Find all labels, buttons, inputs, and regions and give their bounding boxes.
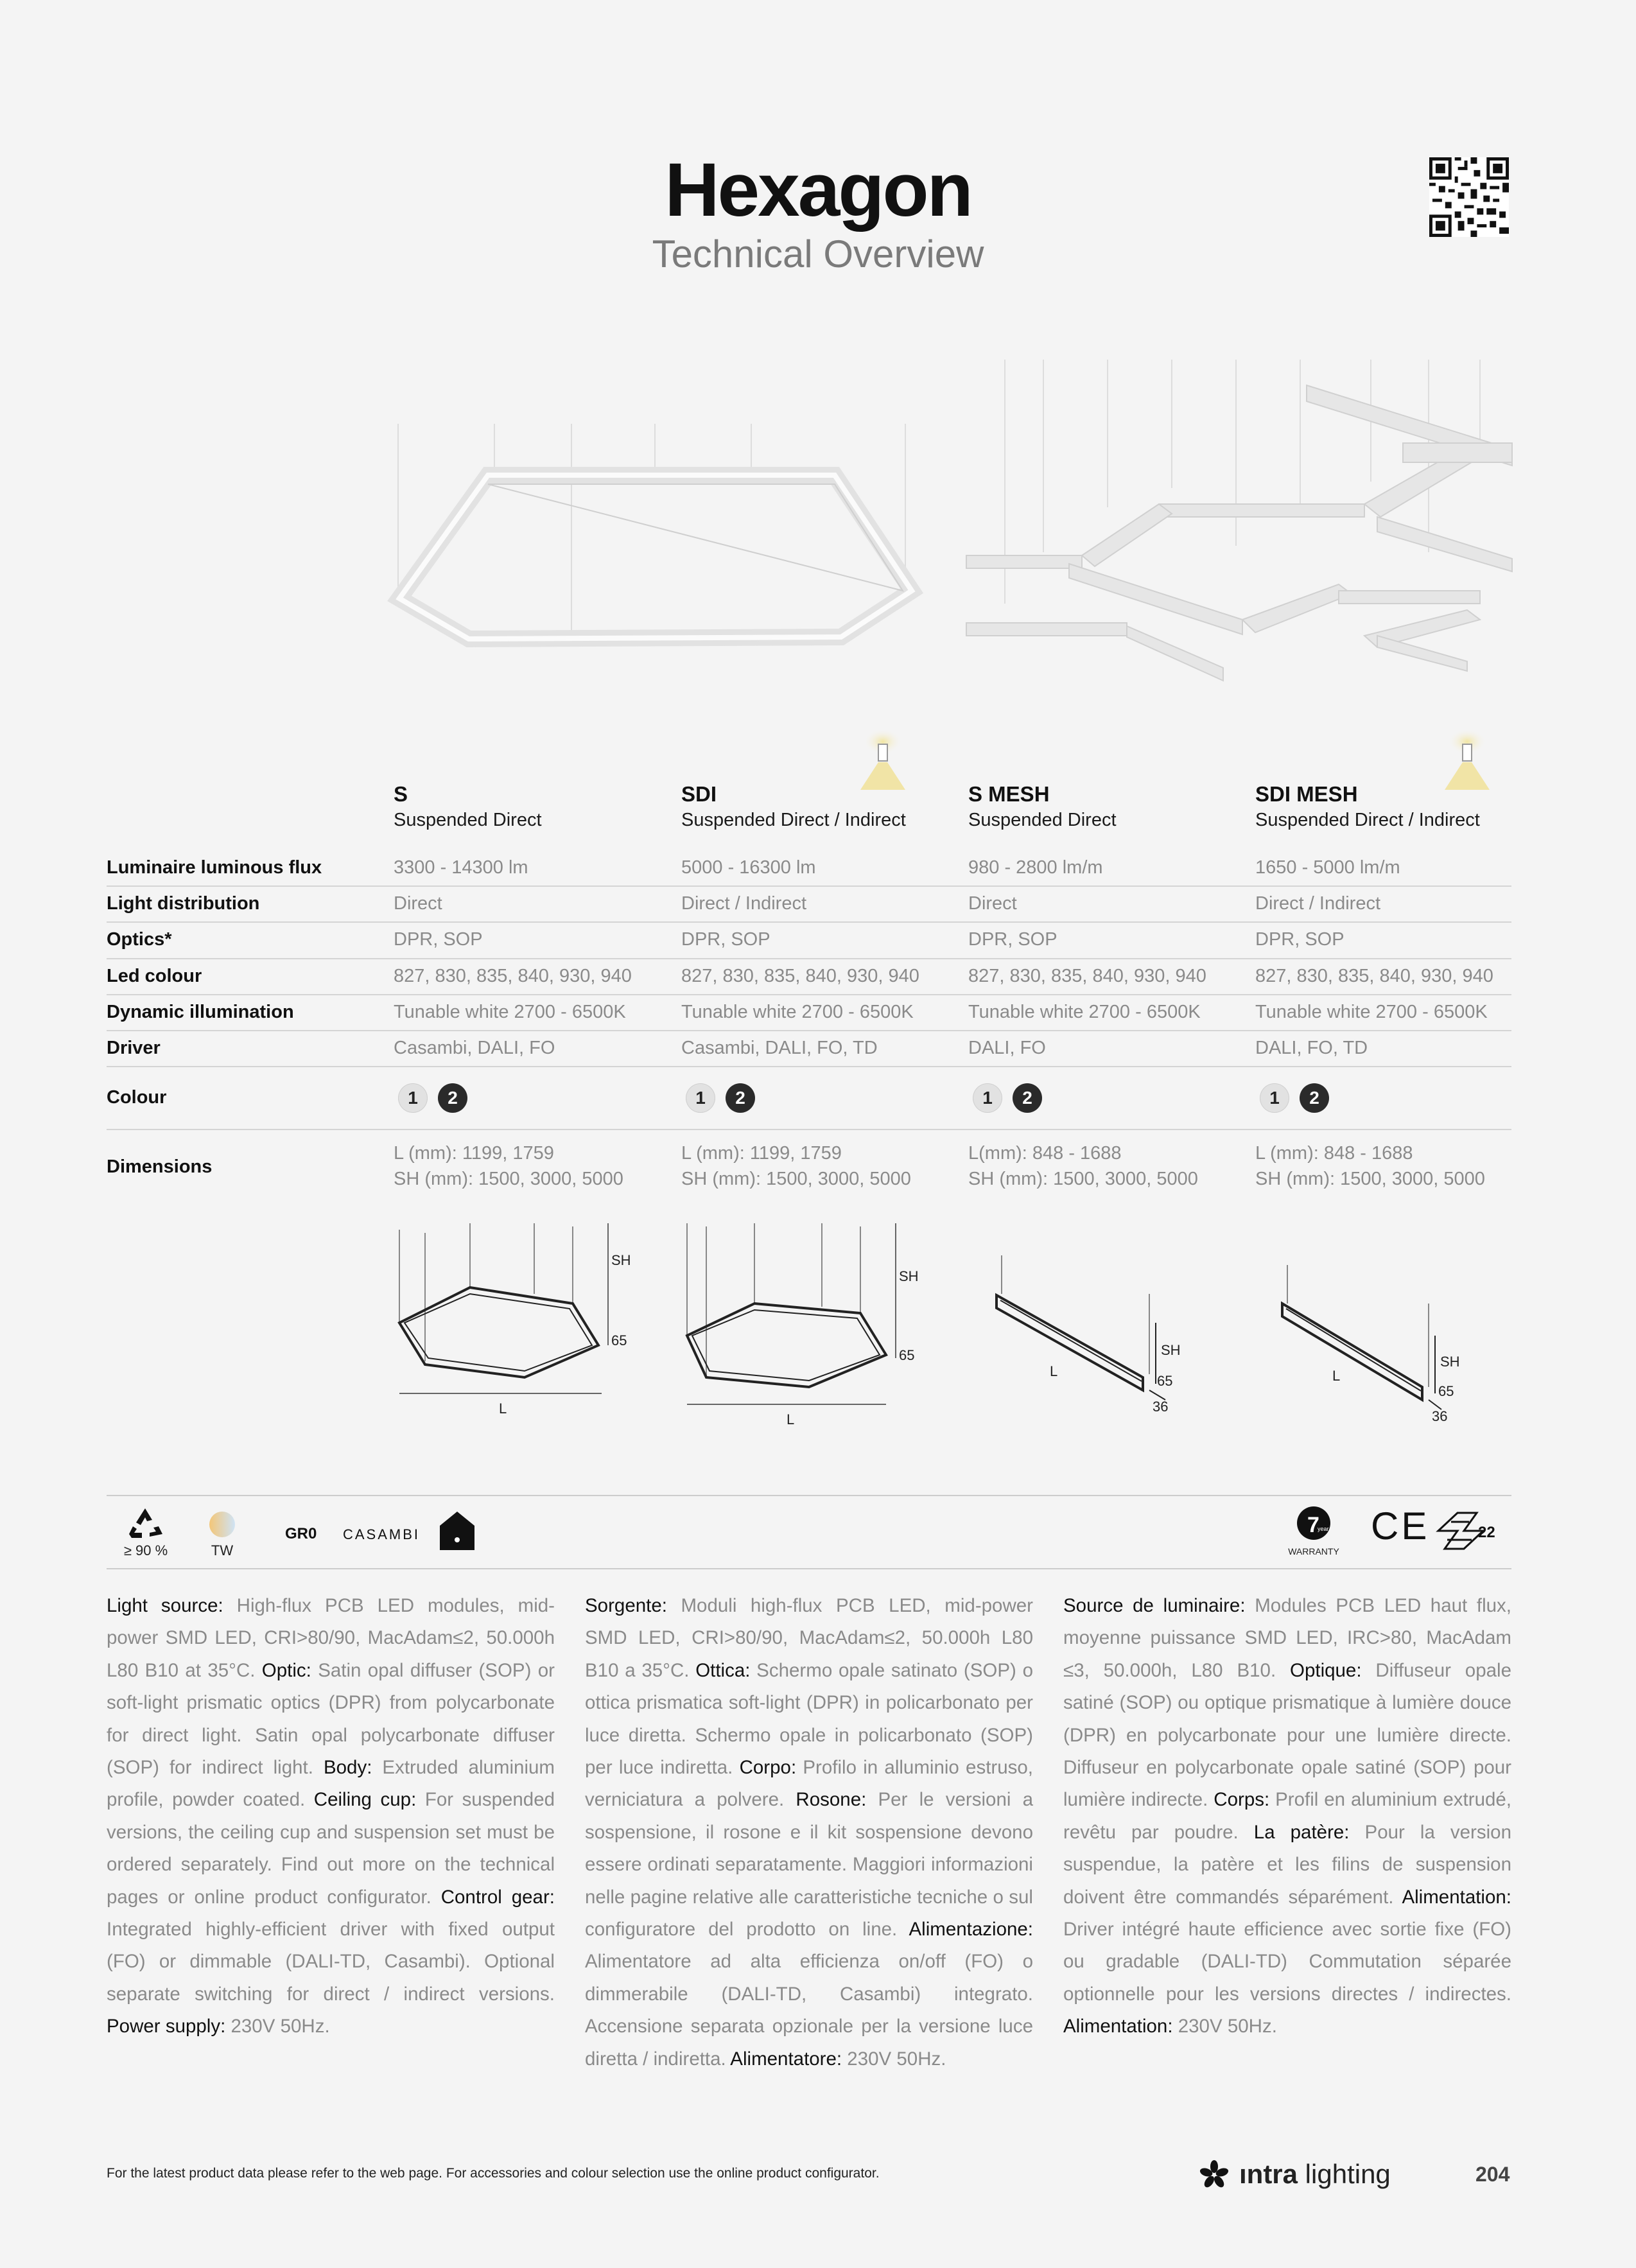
row-label-optics: Optics* bbox=[107, 929, 172, 950]
description-text: Per le versioni a sospensione, il rosone e il kit sospensione devono essere ordinati separatamente. Maggiori informazioni nelle pagine relative alle caratteristiche tecniche o sul configuratore del prodotto on line. bbox=[585, 1789, 1033, 1941]
table-cell: 5000 - 16300 lm bbox=[681, 857, 816, 878]
dimension-drawing-s-mesh bbox=[989, 1236, 1207, 1448]
qr-code-icon bbox=[1429, 157, 1509, 237]
table-cell: 827, 830, 835, 840, 930, 940 bbox=[968, 966, 1206, 986]
table-cell: 980 - 2800 lm/m bbox=[968, 857, 1103, 878]
hexagon-mesh-product-photo bbox=[966, 360, 1512, 681]
table-cell: SH (mm): 1500, 3000, 5000 bbox=[681, 1169, 911, 1189]
product-name-sdi: Suspended Direct / Indirect bbox=[681, 810, 906, 830]
hexagon-product-photo bbox=[392, 417, 918, 706]
gr0-label: GR0 bbox=[285, 1525, 317, 1542]
row-label-dynamic: Dynamic illumination bbox=[107, 1002, 294, 1022]
description-italian bbox=[585, 1590, 1033, 2075]
table-cell: Direct / Indirect bbox=[681, 893, 806, 914]
colour-swatch-2: 2 bbox=[726, 1083, 755, 1113]
table-cell: DALI, FO bbox=[968, 1038, 1046, 1058]
casambi-label: CASAMBI bbox=[343, 1526, 421, 1542]
ce-mark-icon: CE bbox=[1371, 1505, 1430, 1548]
row-label-led: Led colour bbox=[107, 966, 202, 986]
description-heading: Body: bbox=[323, 1757, 372, 1779]
enec-rating-icon bbox=[1438, 1510, 1502, 1551]
dim-label-sh: SH bbox=[1161, 1342, 1181, 1358]
table-divider bbox=[107, 885, 1511, 887]
description-heading: Alimentation: bbox=[1063, 2016, 1173, 2037]
product-name-s-mesh: Suspended Direct bbox=[968, 810, 1117, 830]
indirect-light-icon bbox=[848, 729, 918, 793]
warranty-label: WARRANTY bbox=[1288, 1546, 1339, 1557]
table-divider bbox=[107, 958, 1511, 959]
colour-swatch-2: 2 bbox=[438, 1083, 467, 1113]
table-cell: 827, 830, 835, 840, 930, 940 bbox=[394, 966, 632, 986]
table-cell: L (mm): 1199, 1759 bbox=[394, 1143, 554, 1164]
description-text: Pour la version suspendue, la patère et les filins de suspension doivent être commandés séparément. bbox=[1063, 1821, 1511, 1908]
description-heading: Alimentation: bbox=[1402, 1886, 1511, 1908]
table-cell: Tunable white 2700 - 6500K bbox=[394, 1002, 626, 1022]
table-cell: DPR, SOP bbox=[1255, 929, 1344, 950]
product-name-sdi-mesh: Suspended Direct / Indirect bbox=[1255, 810, 1480, 830]
table-cell: SH (mm): 1500, 3000, 5000 bbox=[968, 1169, 1198, 1189]
description-heading: Control gear: bbox=[440, 1886, 555, 1908]
row-label-driver: Driver bbox=[107, 1038, 161, 1058]
rating-label: 22 bbox=[1478, 1524, 1495, 1541]
description-text: Satin opal diffuser (SOP) or soft-light prismatic optics (DPR) from polycarbonate for direct light. Satin opal polycarbonate diffuser (SOP) for indirect light. bbox=[107, 1659, 555, 1779]
product-code-sdi-mesh: SDI MESH bbox=[1255, 782, 1358, 806]
table-cell: DPR, SOP bbox=[394, 929, 483, 950]
description-text: Profilo in alluminio estruso, verniciatura a polvere. bbox=[585, 1757, 1033, 1811]
description-heading: Source de luminaire: bbox=[1063, 1595, 1246, 1616]
recycle-icon bbox=[126, 1507, 164, 1539]
product-code-s: S bbox=[394, 782, 408, 806]
product-code-sdi: SDI bbox=[681, 782, 717, 806]
tunable-white-label: TW bbox=[211, 1542, 234, 1558]
row-label-distribution: Light distribution bbox=[107, 893, 260, 914]
description-text: 230V 50Hz. bbox=[225, 2016, 330, 2037]
table-divider bbox=[107, 1030, 1511, 1031]
product-name-s: Suspended Direct bbox=[394, 810, 542, 830]
row-label-dimensions: Dimensions bbox=[107, 1156, 213, 1177]
product-code-s-mesh: S MESH bbox=[968, 782, 1050, 806]
page-title: Hexagon bbox=[665, 148, 971, 232]
description-french bbox=[1063, 1590, 1511, 2043]
table-cell: SH (mm): 1500, 3000, 5000 bbox=[1255, 1169, 1485, 1189]
description-text: For suspended versions, the ceiling cup and suspension set must be ordered separately. Find out more on the technical pages or online product configurator. bbox=[107, 1789, 555, 1908]
colour-swatch-1: 1 bbox=[1260, 1083, 1289, 1113]
table-divider bbox=[107, 994, 1511, 995]
intra-star-logo-icon bbox=[1199, 2160, 1229, 2190]
description-heading: Light source: bbox=[107, 1595, 223, 1616]
description-heading: La patère: bbox=[1253, 1821, 1350, 1843]
page-number: 204 bbox=[1475, 2163, 1510, 2186]
colour-swatch-1: 1 bbox=[398, 1083, 428, 1113]
description-text: Schermo opale satinato (SOP) o ottica prismatica soft-light (DPR) in policarbonato per luce diretta. Schermo opale in policarbonato (SOP) per luce indiretta. bbox=[585, 1659, 1033, 1779]
dim-label-65: 65 bbox=[611, 1332, 627, 1348]
description-text: High-flux PCB LED modules, mid-power SMD LED, CRI>80/90, MacAdam≤2, 50.000h L80 B10 at 35°C. bbox=[107, 1595, 555, 1681]
warranty-years: 7 bbox=[1307, 1513, 1319, 1537]
table-cell: 827, 830, 835, 840, 930, 940 bbox=[681, 966, 919, 986]
description-text: Moduli high-flux PCB LED, mid-power SMD LED, CRI>80/90, MacAdam≤2, 50.000h L80 B10 a 35°C. bbox=[585, 1595, 1033, 1681]
table-cell: Tunable white 2700 - 6500K bbox=[1255, 1002, 1488, 1022]
colour-swatch-2: 2 bbox=[1300, 1083, 1329, 1113]
description-text: Driver intégré haute efficience avec sortie fixe (FO) ou gradable (DALI-TD) Commutation séparée optionnelle pour les versions directes / indirectes. bbox=[1063, 1919, 1511, 2005]
page-subtitle: Technical Overview bbox=[652, 232, 984, 275]
dim-label-l: L bbox=[499, 1400, 507, 1417]
table-cell: L (mm): 1199, 1759 bbox=[681, 1143, 842, 1164]
brand-logo-rest: lighting bbox=[1298, 2159, 1391, 2189]
description-text: Profil en aluminium extrudé, revêtu par poudre. bbox=[1063, 1789, 1511, 1843]
table-cell: Direct bbox=[968, 893, 1017, 914]
colour-swatch-2: 2 bbox=[1013, 1083, 1042, 1113]
dim-label-65: 65 bbox=[1157, 1373, 1173, 1389]
description-heading: Alimentazione: bbox=[909, 1919, 1033, 1941]
dimension-drawing-sdi bbox=[681, 1217, 919, 1429]
table-cell: 3300 - 14300 lm bbox=[394, 857, 528, 878]
table-cell: 827, 830, 835, 840, 930, 940 bbox=[1255, 966, 1493, 986]
colour-swatch-1: 1 bbox=[973, 1083, 1002, 1113]
description-heading: Ceiling cup: bbox=[313, 1789, 417, 1811]
dim-label-65: 65 bbox=[899, 1347, 915, 1363]
table-divider bbox=[107, 1129, 1511, 1130]
home-icon bbox=[439, 1510, 476, 1551]
description-text: 230V 50Hz. bbox=[842, 2048, 946, 2070]
table-cell: L (mm): 848 - 1688 bbox=[1255, 1143, 1413, 1164]
description-heading: Alimentatore: bbox=[730, 2048, 842, 2070]
dim-label-36: 36 bbox=[1432, 1408, 1448, 1424]
description-text: 230V 50Hz. bbox=[1172, 2016, 1277, 2037]
dim-label-65: 65 bbox=[1438, 1383, 1454, 1399]
dimension-drawing-s bbox=[393, 1217, 631, 1429]
description-heading: Optic: bbox=[261, 1659, 311, 1681]
description-heading: Rosone: bbox=[796, 1789, 867, 1811]
description-heading: Ottica: bbox=[695, 1659, 751, 1681]
table-cell: DPR, SOP bbox=[681, 929, 770, 950]
table-cell: L(mm): 848 - 1688 bbox=[968, 1143, 1122, 1164]
description-heading: Corps: bbox=[1214, 1789, 1270, 1811]
description-heading: Optique: bbox=[1290, 1659, 1362, 1681]
table-divider bbox=[107, 921, 1511, 923]
brand-logo-main: ıntra bbox=[1239, 2159, 1298, 2189]
table-cell: Direct bbox=[394, 893, 442, 914]
table-cell: Casambi, DALI, FO, TD bbox=[681, 1038, 878, 1058]
dim-label-l: L bbox=[787, 1411, 795, 1427]
table-divider bbox=[107, 1066, 1511, 1067]
colour-swatch-1: 1 bbox=[686, 1083, 715, 1113]
footer-note: For the latest product data please refer to the web page. For accessories and colour selection use the online product configurator. bbox=[107, 2166, 880, 2181]
recycle-label: ≥ 90 % bbox=[123, 1542, 168, 1558]
description-heading: Corpo: bbox=[739, 1757, 797, 1779]
dim-label-l: L bbox=[1332, 1368, 1341, 1384]
table-cell: Direct / Indirect bbox=[1255, 893, 1380, 914]
dim-label-sh: SH bbox=[899, 1268, 919, 1284]
dim-label-sh: SH bbox=[1440, 1354, 1460, 1370]
description-heading: Sorgente: bbox=[585, 1595, 667, 1616]
dimension-drawing-sdi-mesh bbox=[1275, 1246, 1493, 1458]
description-heading: Power supply: bbox=[107, 2016, 226, 2037]
warranty-icon bbox=[1292, 1505, 1336, 1542]
table-cell: DPR, SOP bbox=[968, 929, 1057, 950]
description-text: Alimentatore ad alta efficienza on/off (FO) o dimmerabile (DALI-TD, Casambi) integrato. Accensione separata opzionale per la versione luce diretta / indiretta. bbox=[585, 1951, 1033, 2070]
table-cell: Tunable white 2700 - 6500K bbox=[681, 1002, 914, 1022]
row-label-colour: Colour bbox=[107, 1087, 167, 1108]
warranty-year-word: year bbox=[1318, 1526, 1329, 1532]
tunable-white-icon bbox=[207, 1509, 238, 1540]
row-label-flux: Luminaire luminous flux bbox=[107, 857, 322, 878]
dim-label-36: 36 bbox=[1153, 1399, 1169, 1415]
icon-strip-top-divider bbox=[107, 1495, 1511, 1496]
description-text: Integrated highly-efficient driver with fixed output (FO) or dimmable (DALI-TD, Casambi). Optional separate switching for direct / indirect versions. bbox=[107, 1919, 555, 2005]
indirect-light-icon bbox=[1432, 729, 1502, 793]
dim-label-l: L bbox=[1050, 1363, 1058, 1379]
brand-logo bbox=[1239, 2159, 1391, 2190]
table-cell: Tunable white 2700 - 6500K bbox=[968, 1002, 1201, 1022]
description-text: Diffuseur opale satiné (SOP) ou optique prismatique à lumière douce (DPR) en polycarbonate pour une lumière directe. Diffuseur en polycarbonate opale satiné (SOP) pour lumière indirecte. bbox=[1063, 1659, 1511, 1811]
icon-strip-bottom-divider bbox=[107, 1568, 1511, 1569]
description-english bbox=[107, 1590, 555, 2043]
table-cell: Casambi, DALI, FO bbox=[394, 1038, 555, 1058]
description-text: Extruded aluminium profile, powder coated. bbox=[107, 1757, 555, 1811]
dim-label-sh: SH bbox=[611, 1252, 631, 1268]
table-cell: 1650 - 5000 lm/m bbox=[1255, 857, 1400, 878]
description-text: Modules PCB LED haut flux, moyenne puissance SMD LED, IRC>80, MacAdam ≤3, 50.000h, L80 B10. bbox=[1063, 1595, 1511, 1681]
table-cell: SH (mm): 1500, 3000, 5000 bbox=[394, 1169, 623, 1189]
table-cell: DALI, FO, TD bbox=[1255, 1038, 1368, 1058]
